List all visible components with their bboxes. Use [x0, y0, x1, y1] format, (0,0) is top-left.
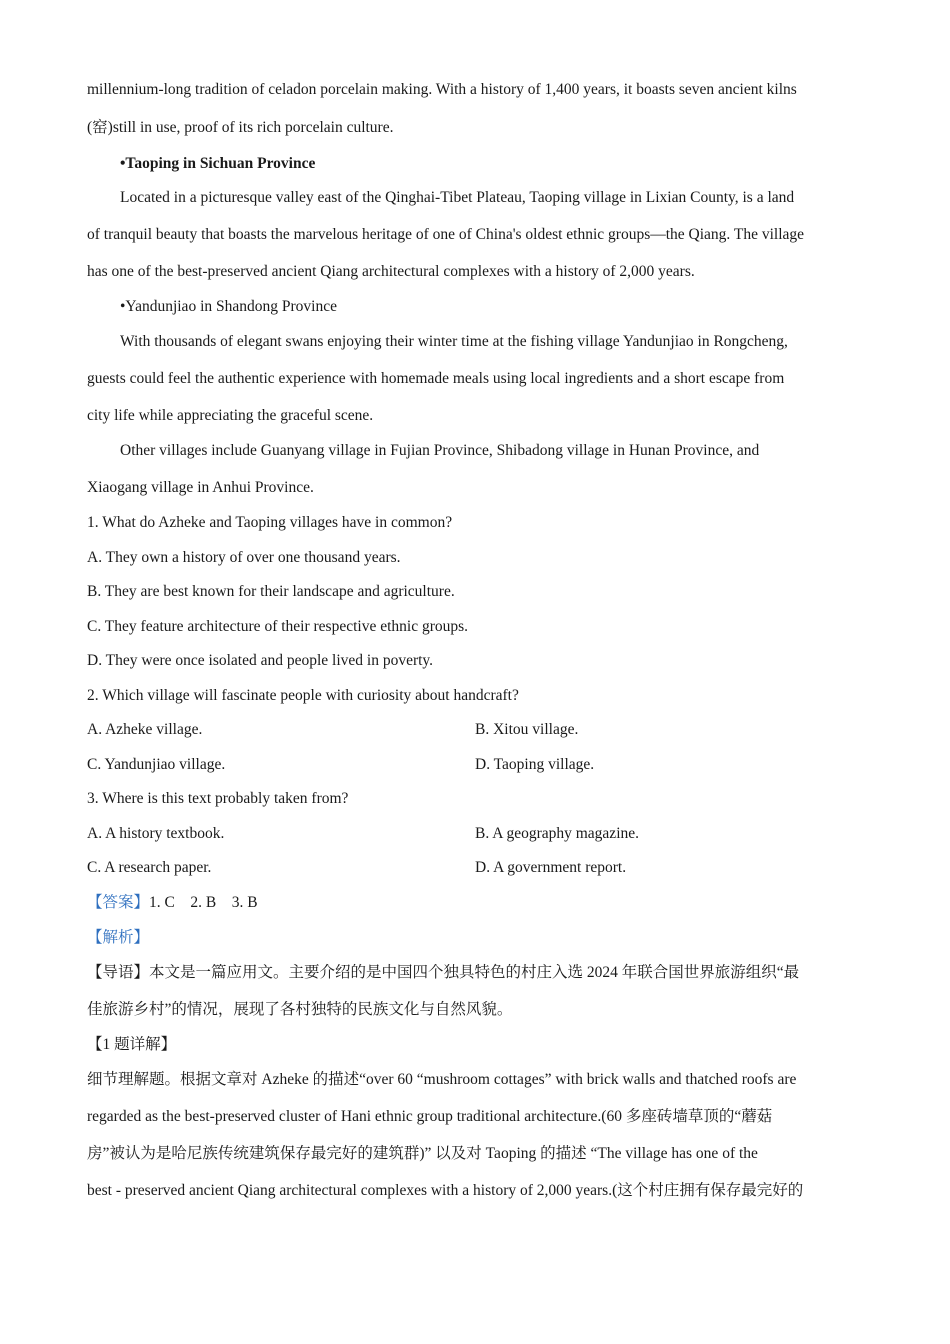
- passage-text: Located in a picturesque valley east of the Qinghai-Tibet Plateau, Taoping village in Lixian County, is a land: [120, 189, 795, 206]
- question-3: 3. Where is this text probably taken from?: [87, 790, 349, 807]
- explanation-text: 【导语】本文是一篇应用文。主要介绍的是中国四个独具特色的村庄入选 2024 年联合国世界旅游组织“最: [87, 964, 800, 981]
- option-3d: D. A government report.: [475, 859, 627, 876]
- explanation-q1-label: 【1 题详解】: [87, 1036, 177, 1053]
- answer-value: 1. C 2. B 3. B: [149, 894, 258, 911]
- option-1b: B. They are best known for their landscape and agriculture.: [87, 583, 455, 600]
- explanation-text: 房”被认为是哈尼族传统建筑保存最完好的建筑群)” 以及对 Taoping 的描述 “The village has one of the: [87, 1145, 758, 1162]
- option-2d: D. Taoping village.: [475, 756, 595, 773]
- section-heading-yandunjiao: •Yandunjiao in Shandong Province: [120, 298, 337, 315]
- answer-label: 【答案】: [87, 894, 150, 911]
- option-3b: B. A geography magazine.: [475, 825, 639, 842]
- option-1a: A. They own a history of over one thousand years.: [87, 549, 401, 566]
- passage-text: of tranquil beauty that boasts the marvelous heritage of one of China's oldest ethnic groups—the Qiang. The village: [87, 226, 805, 243]
- passage-text: Xiaogang village in Anhui Province.: [87, 479, 314, 496]
- explanation-text: best - preserved ancient Qiang architectural complexes with a history of 2,000 years.(这个村庄拥有保存最完好的: [87, 1182, 804, 1199]
- options-row: [87, 720, 867, 740]
- passage-text: guests could feel the authentic experience with homemade meals using local ingredients and a short escape from: [87, 370, 785, 387]
- option-3c: C. A research paper.: [87, 859, 212, 876]
- passage-text: millennium-long tradition of celadon porcelain making. With a history of 1,400 years, it boasts seven ancient kilns: [87, 81, 797, 98]
- passage-text: city life while appreciating the graceful scene.: [87, 407, 374, 424]
- explanation-text: 细节理解题。根据文章对 Azheke 的描述“over 60 “mushroom cottages” with brick walls and thatched roofs are: [87, 1071, 797, 1088]
- passage-text: Other villages include Guanyang village in Fujian Province, Shibadong village in Hunan Province, and: [120, 442, 760, 459]
- section-heading-taoping: •Taoping in Sichuan Province: [120, 155, 316, 172]
- passage-text: With thousands of elegant swans enjoying their winter time at the fishing village Yandunjiao in Rongcheng,: [120, 333, 788, 350]
- options-row: [87, 824, 867, 844]
- option-2c: C. Yandunjiao village.: [87, 756, 226, 773]
- option-2b: B. Xitou village.: [475, 721, 579, 738]
- option-1d: D. They were once isolated and people lived in poverty.: [87, 652, 434, 669]
- explanation-text: 佳旅游乡村”的情况，展现了各村独特的民族文化与自然风貌。: [87, 1001, 513, 1018]
- passage-text: has one of the best-preserved ancient Qiang architectural complexes with a history of 2,000 years.: [87, 263, 695, 280]
- analysis-label: 【解析】: [87, 929, 150, 946]
- explanation-text: regarded as the best-preserved cluster of Hani ethnic group traditional architecture.(60 多座砖墙草顶的“蘑菇: [87, 1108, 773, 1125]
- options-row: [87, 858, 867, 878]
- options-row: [87, 755, 867, 775]
- passage-text: (窑)still in use, proof of its rich porcelain culture.: [87, 119, 394, 136]
- answer-line: [87, 893, 258, 913]
- question-1: 1. What do Azheke and Taoping villages have in common?: [87, 514, 453, 531]
- option-1c: C. They feature architecture of their respective ethnic groups.: [87, 618, 469, 635]
- option-3a: A. A history textbook.: [87, 825, 225, 842]
- question-2: 2. Which village will fascinate people with curiosity about handcraft?: [87, 687, 519, 704]
- option-2a: A. Azheke village.: [87, 721, 203, 738]
